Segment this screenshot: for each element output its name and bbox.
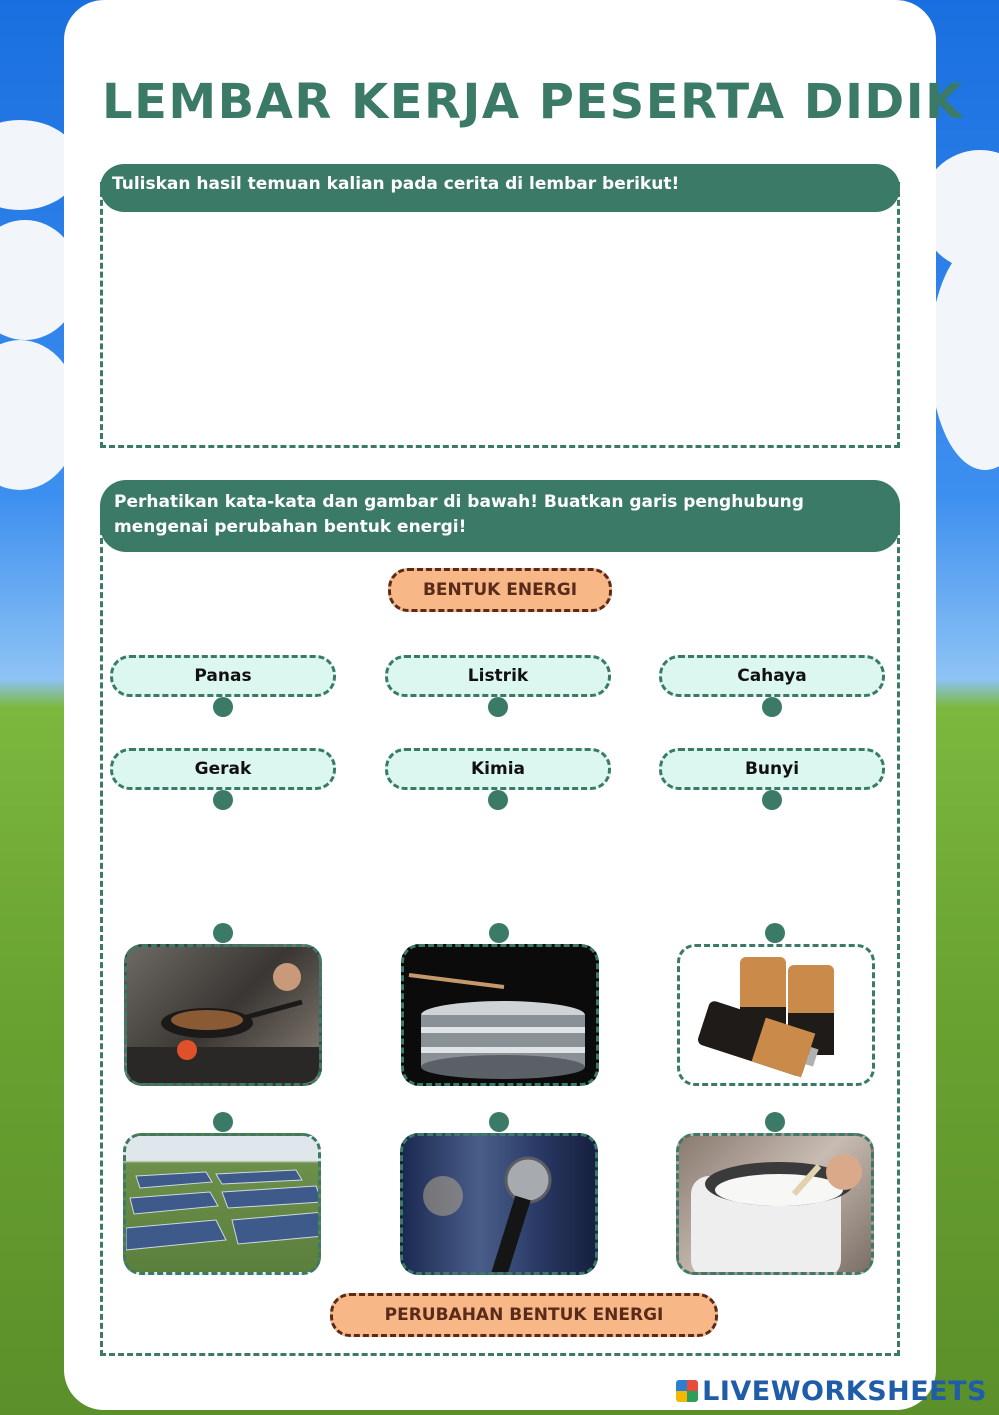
connector-dot[interactable] [213, 790, 233, 810]
brand-logo [676, 1376, 987, 1407]
energy-change-label: PERUBAHAN BENTUK ENERGI [330, 1293, 718, 1337]
connector-dot[interactable] [213, 1112, 233, 1132]
connector-dot[interactable] [488, 790, 508, 810]
word-bunyi: Bunyi [659, 748, 885, 790]
solar-panel-image [123, 1133, 321, 1275]
microphone-image [400, 1133, 598, 1275]
liveworksheets-logo-icon [676, 1380, 698, 1402]
connector-dot[interactable] [765, 1112, 785, 1132]
instruction-1: Tuliskan hasil temuan kalian pada cerita di lembar berikut! [100, 164, 900, 212]
stove-cooking-image [124, 944, 322, 1086]
energy-forms-label: BENTUK ENERGI [388, 568, 612, 612]
word-gerak: Gerak [110, 748, 336, 790]
word-kimia: Kimia [385, 748, 611, 790]
drum-image [401, 944, 599, 1086]
connector-dot[interactable] [489, 1112, 509, 1132]
connector-dot[interactable] [489, 923, 509, 943]
connector-dot[interactable] [765, 923, 785, 943]
battery-image [677, 944, 875, 1086]
brand-text: LIVEWORKSHEETS [702, 1376, 987, 1407]
connector-dot[interactable] [213, 923, 233, 943]
answer-box[interactable] [100, 182, 900, 448]
instruction-2: Perhatikan kata-kata dan gambar di bawah! Buatkan garis penghubung mengenai perubahan bentuk energi! [100, 480, 900, 552]
word-listrik: Listrik [385, 655, 611, 697]
word-cahaya: Cahaya [659, 655, 885, 697]
connector-dot[interactable] [762, 790, 782, 810]
page-title: LEMBAR KERJA PESERTA DIDIK [102, 74, 964, 130]
connector-dot[interactable] [762, 697, 782, 717]
word-panas: Panas [110, 655, 336, 697]
connector-dot[interactable] [488, 697, 508, 717]
rice-cooker-image [676, 1133, 874, 1275]
connector-dot[interactable] [213, 697, 233, 717]
